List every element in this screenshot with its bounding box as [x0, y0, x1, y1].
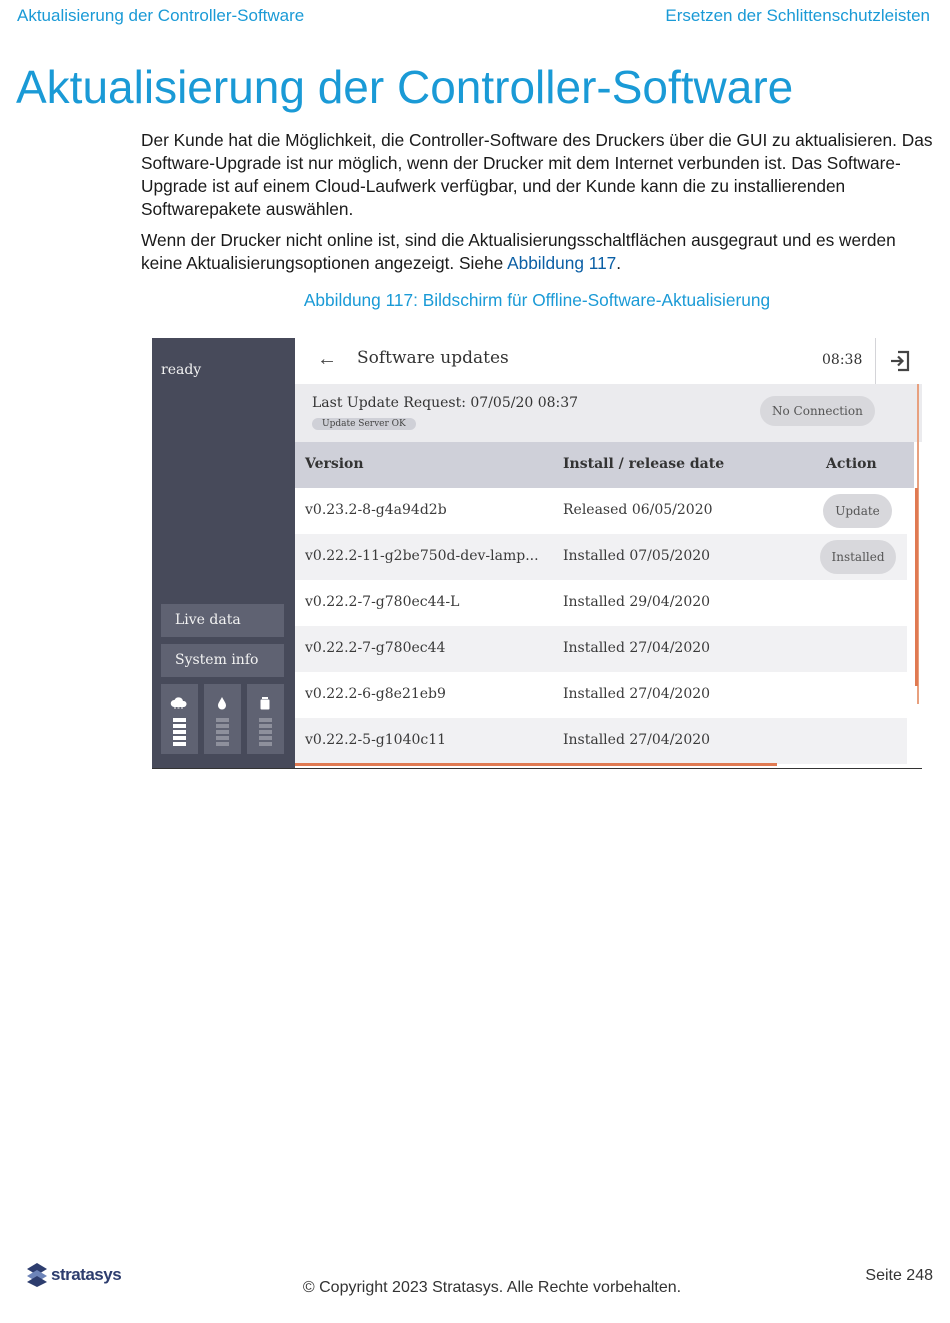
bottle-icon [256, 696, 274, 710]
table-header [295, 442, 914, 488]
stratasys-logo-text: stratasys [51, 1265, 122, 1284]
printer-sidebar [152, 338, 295, 768]
running-header-left: Aktualisierung der Controller-Software [17, 6, 305, 25]
date-cell: Installed 27/04/2020 [563, 640, 711, 656]
version-cell: v0.22.2-11-g2be750d-dev-lamp... [305, 548, 539, 564]
tank-drop[interactable] [204, 684, 241, 754]
date-cell: Released 06/05/2020 [563, 502, 713, 518]
page-title: Aktualisierung der Controller-Software [16, 61, 794, 113]
version-cell: v0.22.2-6-g8e21eb9 [305, 686, 446, 702]
installed-button[interactable]: Installed [820, 540, 896, 574]
version-cell: v0.23.2-8-g4a94d2b [305, 502, 447, 518]
server-status-badge: Update Server OK [312, 418, 416, 430]
arrow-left-icon[interactable]: ← [317, 348, 337, 370]
table-row [295, 488, 907, 534]
version-cell: v0.22.2-7-g780ec44-L [305, 594, 460, 610]
page-number: Seite 248 [865, 1267, 933, 1284]
intro-paragraph: Der Kunde hat die Möglichkeit, die Controller-Software des Druckers über die GUI zu aktualisieren. Das Software-Upgrade ist nur möglich, wenn der Drucker mit dem Internet verbunden ist. Das Software-Upgrade ist auf einem Cloud-Laufwerk verfügbar, und der Kunde kann die zu installierenden Softwarepakete auswählen. [141, 130, 933, 219]
figure-caption: Abbildung 117: Bildschirm für Offline-Software-Aktualisierung [303, 290, 771, 310]
offline-paragraph-text: Wenn der Drucker nicht online ist, sind die Aktualisierungsschaltflächen ausgegraut und es werden keine Aktualisierungsoptionen angezeigt. Siehe [141, 230, 896, 273]
screen-topbar [295, 338, 922, 384]
column-action: Action [826, 456, 877, 472]
update-button[interactable]: Update [823, 494, 892, 528]
live-data-button[interactable]: Live data [161, 604, 284, 637]
tank-bottle[interactable] [247, 684, 284, 754]
column-date: Install / release date [563, 456, 725, 472]
system-info-button[interactable]: System info [161, 644, 284, 677]
logout-icon [888, 349, 912, 373]
table-row [295, 672, 907, 718]
copyright: © Copyright 2023 Stratasys. Alle Rechte vorbehalten. [302, 1279, 682, 1296]
exit-button[interactable] [875, 338, 922, 384]
drop-icon [213, 696, 231, 710]
table-row [295, 534, 907, 580]
figure-link[interactable]: Abbildung 117 [507, 253, 617, 273]
date-cell: Installed 07/05/2020 [563, 548, 711, 564]
table-row [295, 580, 907, 626]
drop-level-bars [216, 718, 229, 748]
table-row [295, 718, 907, 764]
offline-paragraph-end: . [616, 253, 622, 273]
vertical-scrollbar[interactable] [915, 488, 918, 686]
offline-paragraph [141, 229, 936, 275]
table-row [295, 626, 907, 672]
date-cell: Installed 29/04/2020 [563, 594, 711, 610]
printer-status: ready [161, 362, 202, 378]
cloud-icon [170, 696, 188, 710]
column-version: Version [305, 456, 364, 472]
software-updates-screenshot [152, 338, 922, 769]
version-cell: v0.22.2-7-g780ec44 [305, 640, 446, 656]
date-cell: Installed 27/04/2020 [563, 686, 711, 702]
tank-cloud[interactable] [161, 684, 198, 754]
screen-title: Software updates [357, 348, 509, 368]
software-updates-panel [295, 338, 922, 768]
running-header-right: Ersetzen der Schlittenschutzleisten [665, 6, 930, 25]
date-cell: Installed 27/04/2020 [563, 732, 711, 748]
horizontal-scrollbar[interactable] [295, 763, 777, 766]
bottle-level-bars [259, 718, 272, 748]
last-update-request: Last Update Request: 07/05/20 08:37 [312, 395, 579, 411]
update-info-bar [295, 384, 922, 442]
version-cell: v0.22.2-5-g1040c11 [305, 732, 447, 748]
cloud-level-bars [173, 718, 186, 748]
connection-status-button[interactable]: No Connection [760, 396, 875, 426]
clock: 08:38 [822, 352, 863, 368]
